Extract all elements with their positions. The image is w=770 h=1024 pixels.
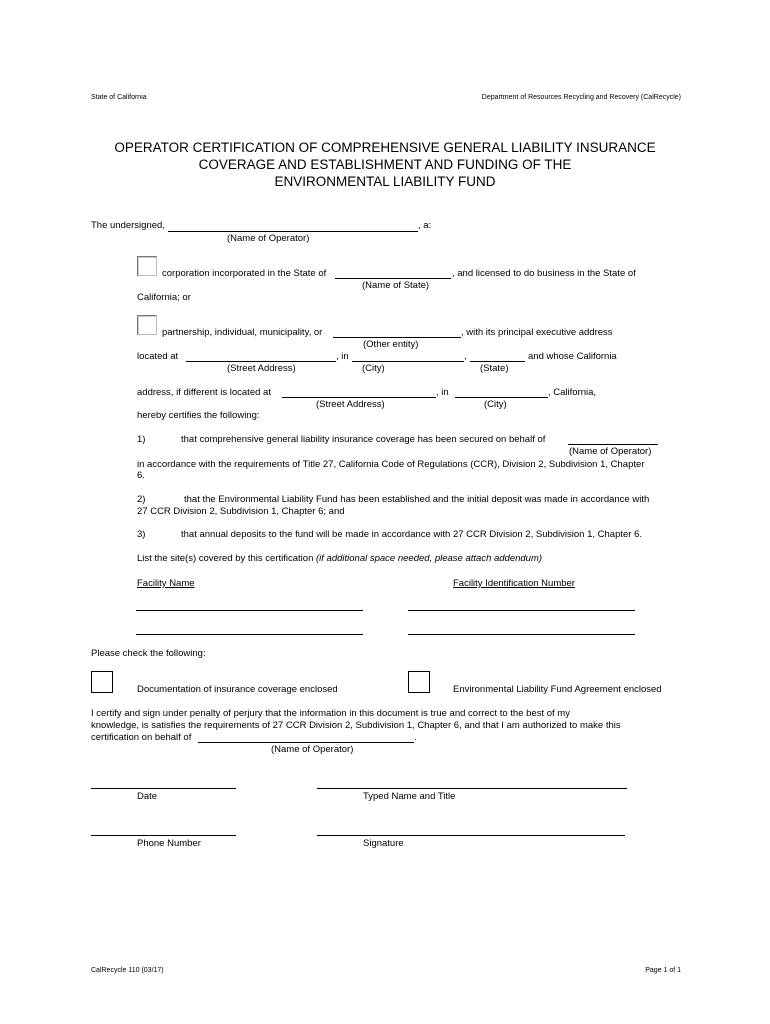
item-2-text-cont: 27 CCR Division 2, Subdivision 1, Chapter 6; and <box>137 506 345 517</box>
other-entity-field[interactable] <box>333 337 461 338</box>
address-if-different-label: address, if different is located at <box>137 387 271 398</box>
facility-name-field-2[interactable] <box>136 634 363 635</box>
california-street-address-field[interactable] <box>282 397 436 398</box>
certify-operator-field[interactable] <box>198 742 414 743</box>
operator-name-caption: (Name of Operator) <box>227 233 310 244</box>
partnership-address-text: , with its principal executive address <box>461 327 613 338</box>
state-caption: (Name of State) <box>362 280 430 291</box>
california-label: , California, <box>548 387 597 398</box>
undersigned-label: The undersigned, <box>91 220 165 231</box>
item-2-text: that the Environmental Liability Fund has been established and the initial deposit was made in accordance with <box>184 494 650 505</box>
item-2-number: 2) <box>137 494 146 505</box>
sites-list-label: List the site(s) covered by this certification <box>137 553 314 564</box>
phone-number-field[interactable] <box>91 835 236 836</box>
check-prompt: Please check the following: <box>91 648 206 659</box>
street-address-field[interactable] <box>186 361 336 362</box>
state-caption-2: (State) <box>480 363 509 374</box>
city-caption: (City) <box>362 363 385 374</box>
incorporation-state-field[interactable] <box>335 278 451 279</box>
city-field[interactable] <box>352 361 464 362</box>
operator-name-field[interactable] <box>168 231 418 232</box>
phone-number-label: Phone Number <box>137 838 201 849</box>
typed-name-label: Typed Name and Title <box>363 791 456 802</box>
facility-id-field-1[interactable] <box>408 610 635 611</box>
corporation-checkbox[interactable] <box>137 256 157 276</box>
form-title-line2: COVERAGE AND ESTABLISHMENT AND FUNDING OF THE <box>198 157 572 172</box>
undersigned-suffix: , a: <box>418 220 432 231</box>
item-1-text: that comprehensive general liability insurance coverage has been secured on behalf of <box>181 434 546 445</box>
partnership-checkbox[interactable] <box>137 315 157 335</box>
form-title-line1: OPERATOR CERTIFICATION OF COMPREHENSIVE GENERAL LIABILITY INSURANCE <box>114 140 656 155</box>
certify-line-3: certification on behalf of <box>91 732 192 743</box>
corporation-text: corporation incorporated in the State of <box>162 268 327 279</box>
corporation-california: California; or <box>137 292 191 303</box>
item-1-number: 1) <box>137 434 146 445</box>
comma-label: , <box>464 351 467 362</box>
certify-line-3-end: . <box>414 732 417 743</box>
state-field[interactable] <box>470 361 525 362</box>
certify-operator-caption: (Name of Operator) <box>271 744 354 755</box>
insurance-documentation-checkbox[interactable] <box>91 671 113 693</box>
hereby-certifies: hereby certifies the following: <box>137 410 260 421</box>
facility-name-field-1[interactable] <box>136 610 363 611</box>
item-3-text: that annual deposits to the fund will be made in accordance with 27 CCR Division 2, Subdivision 1, Chapter 6. <box>181 529 643 540</box>
in-label: , in <box>336 351 349 362</box>
typed-name-field[interactable] <box>317 788 627 789</box>
fund-agreement-checkbox[interactable] <box>408 671 430 693</box>
date-field[interactable] <box>91 788 236 789</box>
street-address-caption: (Street Address) <box>227 363 296 374</box>
insurance-documentation-label: Documentation of insurance coverage enclosed <box>137 684 338 695</box>
page-number: Page 1 of 1 <box>645 967 681 974</box>
facility-name-header: Facility Name <box>137 578 195 589</box>
certify-line-2: knowledge, is satisfies the requirements of 27 CCR Division 2, Subdivision 1, Chapter 6, and that I am authorized to make this <box>91 720 621 731</box>
street-address-caption-2: (Street Address) <box>316 399 385 410</box>
located-at-label: located at <box>137 351 179 362</box>
sites-list-note: (if additional space needed, please attach addendum) <box>316 553 543 564</box>
item-1-operator-field[interactable] <box>568 444 658 445</box>
whose-california-label: and whose California <box>528 351 617 362</box>
in-label-2: , in <box>436 387 449 398</box>
item-1-text-cont: in accordance with the requirements of Title 27, California Code of Regulations (CCR), Division 2, Subdivision 1, Chapter <box>137 459 645 470</box>
partnership-text: partnership, individual, municipality, or <box>162 327 323 338</box>
item-1-text-end: 6. <box>137 470 145 481</box>
fund-agreement-label: Environmental Liability Fund Agreement enclosed <box>453 684 662 695</box>
signature-field[interactable] <box>317 835 625 836</box>
certify-line-1: I certify and sign under penalty of perjury that the information in this document is true and correct to the best of my <box>91 708 570 719</box>
form-number: CalRecycle 110 (03/17) <box>91 967 164 974</box>
signature-label: Signature <box>363 838 404 849</box>
header-department: Department of Resources Recycling and Recovery (CalRecycle) <box>481 94 681 101</box>
header-state: State of California <box>91 94 147 101</box>
corporation-licensed-text: , and licensed to do business in the State of <box>452 268 636 279</box>
facility-id-field-2[interactable] <box>408 634 635 635</box>
item-1-operator-caption: (Name of Operator) <box>569 446 652 457</box>
other-entity-caption: (Other entity) <box>363 339 419 350</box>
sites-list-text <box>137 553 542 564</box>
city-caption-2: (City) <box>484 399 507 410</box>
california-city-field[interactable] <box>455 397 548 398</box>
item-3-number: 3) <box>137 529 146 540</box>
facility-id-header: Facility Identification Number <box>453 578 575 589</box>
date-label: Date <box>137 791 158 802</box>
form-title-line3: ENVIRONMENTAL LIABILITY FUND <box>274 174 496 189</box>
